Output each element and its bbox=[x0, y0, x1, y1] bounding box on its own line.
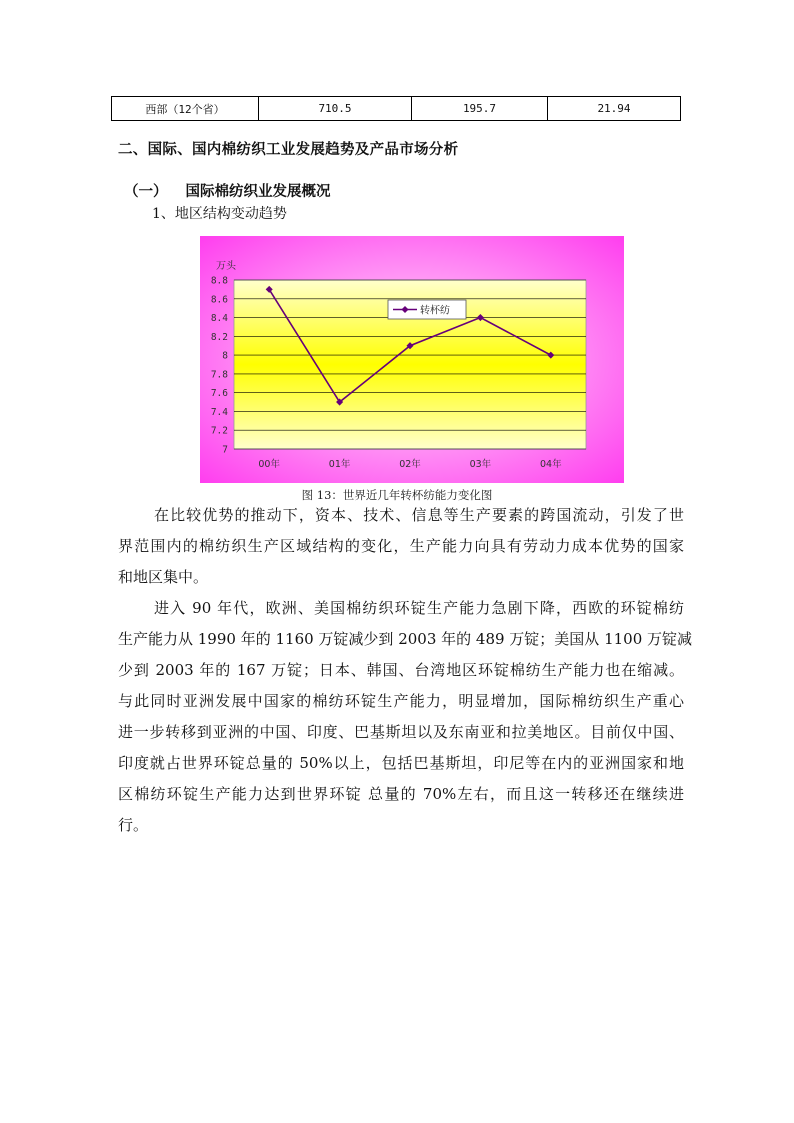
region-table bbox=[111, 96, 681, 121]
y-tick-label: 7.2 bbox=[210, 425, 228, 437]
section-heading: 二、国际、国内棉纺织工业发展趋势及产品市场分析 bbox=[118, 142, 459, 158]
y-tick-label: 8.6 bbox=[210, 294, 228, 306]
paragraph-line: 进入 90 年代，欧洲、美国棉纺织环锭生产能力急剧下降，西欧的环锭棉纺 bbox=[154, 599, 684, 617]
y-tick-label: 7 bbox=[222, 444, 228, 456]
y-tick-label: 8.8 bbox=[210, 275, 228, 287]
y-tick-label: 7.4 bbox=[210, 406, 228, 418]
y-tick-label: 7.8 bbox=[210, 369, 228, 381]
line-chart bbox=[200, 236, 624, 483]
x-tick-label: 00年 bbox=[258, 459, 280, 470]
x-tick-label: 01年 bbox=[328, 459, 351, 470]
table-row bbox=[112, 97, 681, 121]
figure-caption: 图 13：世界近几年转杯纺能力变化图 bbox=[301, 488, 493, 502]
paragraph-2 bbox=[118, 593, 693, 841]
paragraph-line: 和地区集中。 bbox=[118, 568, 209, 586]
y-tick-label: 7.6 bbox=[210, 388, 228, 400]
subsection-title: 国际棉纺织业发展概况 bbox=[185, 184, 331, 200]
paragraph-line: 生产能力从 1990 年的 1160 万锭减少到 2003 年的 489 万锭；美国从 1100 万锭减 bbox=[118, 630, 693, 648]
cell-value-3: 21.94 bbox=[548, 97, 681, 121]
paragraph-line: 界范围内的棉纺织生产区域结构的变化，生产能力向具有劳动力成本优势的国家 bbox=[118, 537, 684, 555]
paragraph-line: 进一步转移到亚洲的中国、印度、巴基斯坦以及东南亚和拉美地区。目前仅中国、 bbox=[118, 723, 684, 741]
subsection-heading bbox=[124, 180, 331, 201]
subsection-number: （一） bbox=[124, 184, 168, 200]
legend bbox=[388, 300, 466, 319]
paragraph-line: 少到 2003 年的 167 万锭；日本、韩国、台湾地区环锭棉纺生产能力也在缩减。 bbox=[118, 661, 684, 679]
x-tick-label: 04年 bbox=[540, 459, 562, 470]
cell-value-1: 710.5 bbox=[259, 97, 412, 121]
item-heading: 1、地区结构变动趋势 bbox=[152, 206, 287, 222]
y-tick-label: 8.2 bbox=[210, 331, 228, 343]
paragraph-line: 印度就占世界环锭总量的 50%以上，包括巴基斯坦，印尼等在内的亚洲国家和地 bbox=[118, 754, 684, 772]
paragraph-line: 在比较优势的推动下，资本、技术、信息等生产要素的跨国流动，引发了世 bbox=[154, 506, 684, 524]
paragraph-1 bbox=[118, 500, 684, 593]
x-tick-label: 03年 bbox=[469, 459, 492, 470]
legend-label: 转杯纺 bbox=[420, 305, 450, 317]
y-tick-label: 8 bbox=[222, 350, 228, 362]
cell-region: 西部（12个省） bbox=[112, 97, 259, 121]
x-tick-label: 02年 bbox=[399, 459, 421, 470]
paragraph-line: 与此同时亚洲发展中国家的棉纺环锭生产能力，明显增加，国际棉纺织生产重心 bbox=[118, 692, 684, 710]
paragraph-line: 行。 bbox=[118, 816, 149, 834]
y-axis-unit: 万头 bbox=[216, 261, 236, 272]
cell-value-2: 195.7 bbox=[412, 97, 548, 121]
y-tick-label: 8.4 bbox=[210, 313, 228, 325]
paragraph-line: 区棉纺环锭生产能力达到世界环锭 总量的 70%左右，而且这一转移还在继续进 bbox=[118, 785, 684, 803]
